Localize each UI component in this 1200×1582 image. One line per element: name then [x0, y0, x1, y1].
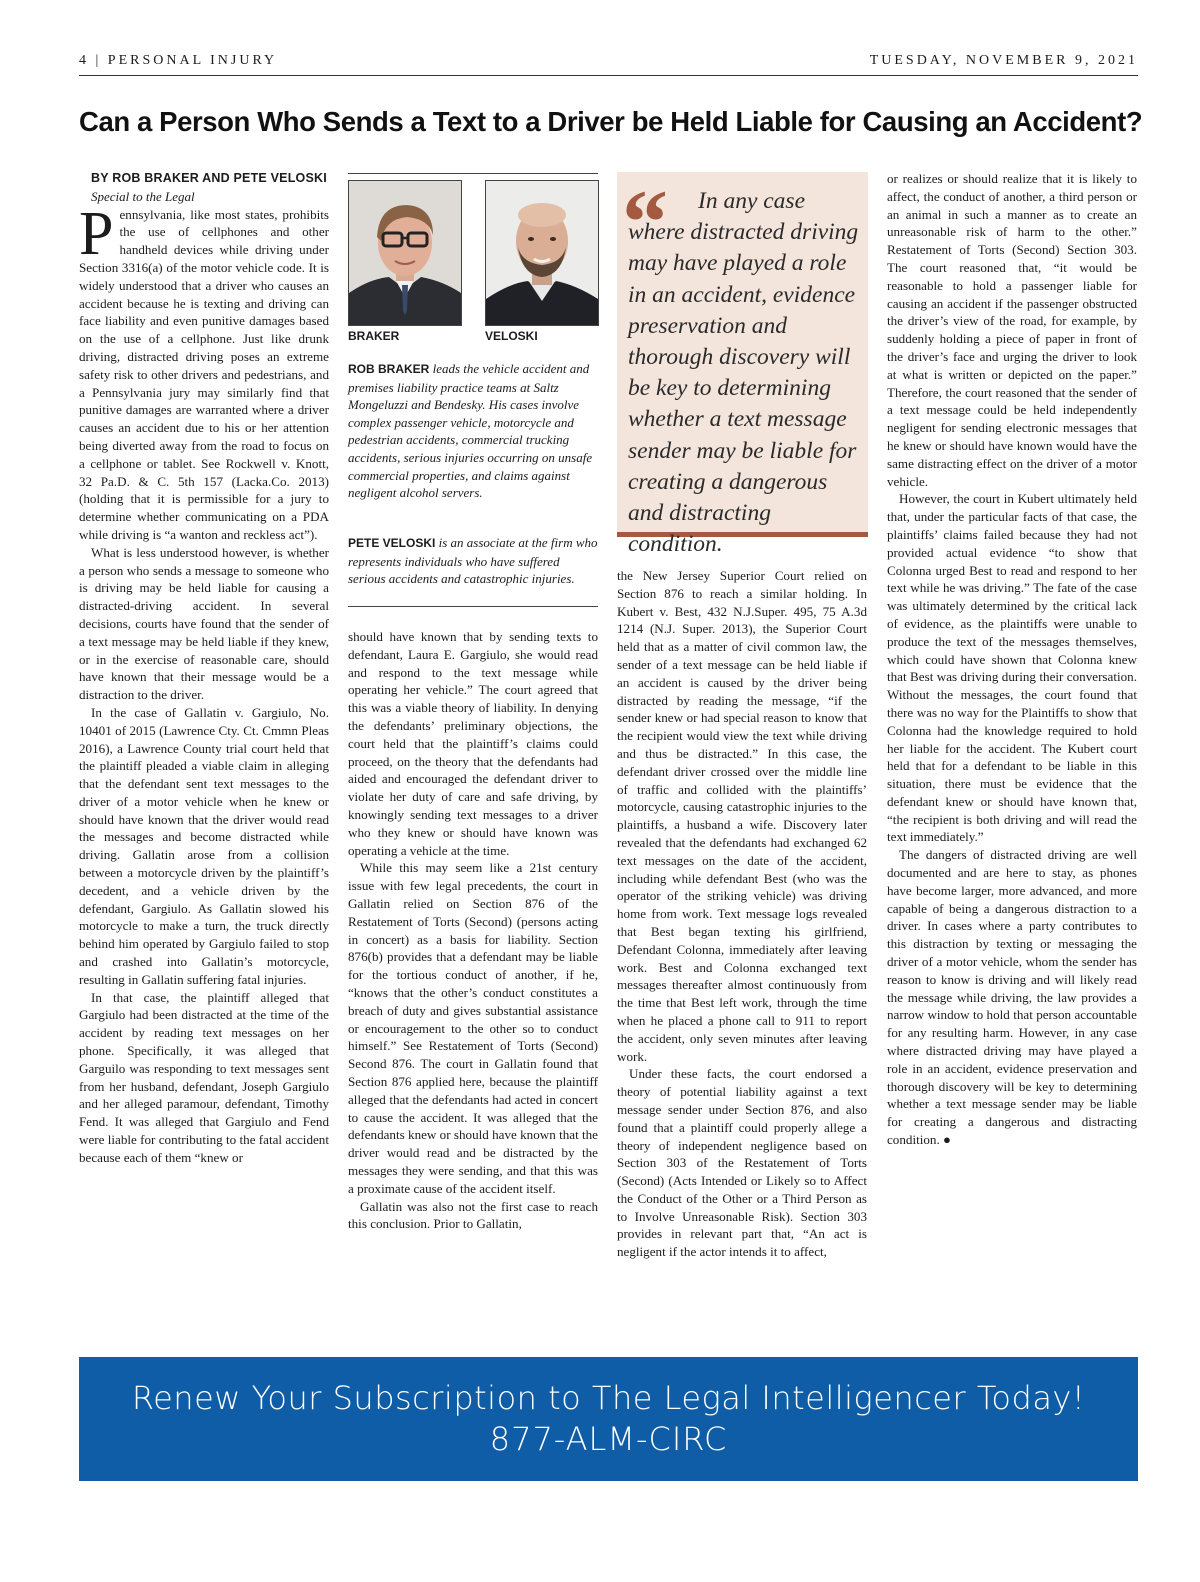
photo-top-rule	[348, 173, 598, 174]
author-photo-veloski	[485, 180, 599, 326]
photo-caption-veloski: VELOSKI	[485, 329, 538, 343]
banner-headline: Renew Your Subscription to The Legal Intelligencer Today!	[131, 1379, 1086, 1417]
article-paragraph: Pennsylvania, like most states, prohibits the use of cellphones and other handheld devices while driving under Section 3316(a) of the motor vehicle code. It is widely understood that a driver who causes an accident because he is texting and driving can face liability and even punitive damages based on the use of a cellphone. Just like drunk driving, distracted driving poses an extreme safety risk to other drivers and pedestrians, and a Pennsylvania jury may similarly find that punitive damages are warranted where a driver causes an accident due to his or her attention being diverted away from the road to focus on a cellphone or tablet. See Rockwell v. Knott, 32 Pa.D. & C. 5th 157 (Lacka.Co. 2013) (holding that it is permissible for a jury to determine whether communicating on a PDA while driving is “a wanton and reckless act”).	[79, 199, 329, 542]
bio-bottom-rule	[348, 606, 598, 607]
article-paragraph: In the case of Gallatin v. Gargiulo, No. 10401 of 2015 (Lawrence Cty. Ct. Cmmn Pleas 2016), a Lawrence County trial court held that the plaintiff pleaded a viable claim in alleging that the defendant sent text messages to the driver of a motor vehicle when he knew or should have known that the driver would read the messages and become distracted while driving. Gallatin arose from a collision between a motorcycle driven by the plaintiff’s decedent, and a vehicle driven by the defendant, Gargiulo. As Gallatin slowed his motorcycle to make a turn, the truck directly behind him operated by Gargiulo failed to stop and crashed into Gallatin’s motorcycle, resulting in Gallatin suffering fatal injuries.	[79, 704, 329, 987]
bio-name: ROB BRAKER	[348, 362, 430, 376]
article-paragraph: Gallatin was also not the first case to reach this conclusion. Prior to Gallatin,	[348, 1198, 598, 1232]
running-head	[79, 53, 1138, 73]
header-divider	[79, 75, 1138, 76]
page-section-label: 4 | PERSONAL INJURY	[79, 53, 278, 68]
article-paragraph: or realizes or should realize that it is likely to affect, the conduct of another, a third person or an animal in such a manner as to create an unreasonable risk of harm to the other.” Restatement of Torts (Second) Section 303. The court reasoned that, “it would be reasonable to hold a passenger liable for causing an accident if the passenger obstructed the driver’s view of the road, for example, by suddenly holding a piece of paper in front of the driver’s face and urging the driver to look at what is written or depicted on the paper.” Therefore, the court reasoned that the sender of a text message could be held independently negligent for sending electronic messages that he knew or should have known would have the same distracting effect on the driver of a motor vehicle.	[887, 171, 1137, 489]
article-column-1	[79, 170, 329, 1167]
article-paragraph: What is less understood however, is whether a person who sends a message to someone who is driving may be held liable for causing a distracted-driving accident. In several decisions, courts have found that the sender of a text message may be held liable if they knew, or in the exercise of reasonable care, should have known that their message would be a distraction to the driver.	[79, 544, 329, 703]
article-headline: Can a Person Who Sends a Text to a Driver be Held Liable for Causing an Accident?	[79, 106, 1143, 137]
issue-date: TUESDAY, NOVEMBER 9, 2021	[869, 53, 1138, 68]
article-paragraph: the New Jersey Superior Court relied on Section 876 to reach a similar holding. In Kubert v. Best, 432 N.J.Super. 495, 75 A.3d 1214 (N.J. Super. 2013), the Superior Court held that as a matter of civil common law, the sender of a text message can be held liable if an accident is caused by the driver being distracted by reading the message, “if the sender knew or had special reason to know that the recipient would view the text while driving and thus be distracted.” In this case, the defendant driver crossed over the middle line of traffic and collided with the plaintiffs’ motorcycle, causing catastrophic injuries to the plaintiffs, a husband a wife. Discovery later revealed that the defendants had exchanged 62 text messages on the date of the accident, including while defendant Best (who was the operator of the striking vehicle) was driving home from work. Text message logs revealed that Best began texting his girlfriend, Defendant Colonna, immediately after leaving work. Best and Colonna exchanged text messages thereafter almost continuously from the time that Best left work, through the time when he placed a phone call to 911 to report the accident, only seven minutes after leaving work.	[617, 568, 867, 1064]
article-column-2	[348, 628, 598, 1233]
pull-quote-text: In any case where distracted driving may have played a role in an accident, evidence preservation and thorough discovery will be key to determining whether a text message sender may be liable for creating a dangerous and distracting condition.	[628, 188, 859, 558]
quote-mark-icon: “	[622, 171, 668, 273]
author-bio-braker	[348, 360, 598, 502]
article-paragraph: However, the court in Kubert ultimately held that, under the particular facts of that case, the plaintiffs’ claims failed because they had not provided actual evidence “to show that Colonna urged Best to read and respond to her text while he was driving.” The fate of the case was ultimately determined by the critical lack of evidence, as the plaintiffs were unable to produce the text of the messages themselves, which could have shown that Colonna knew that Best was driving during their conversation. Without the messages, the court found that there was no way for the Plaintiffs to show that Colonna had the knowledge required to hold her liable for the accident. The Kubert court held that for a defendant to be liable in this situation, there must be evidence that the defendant knew or should have known that, “the recipient is both driving and will read the text immediately.”	[887, 491, 1137, 845]
article-column-4	[887, 170, 1137, 1149]
article-paragraph: While this may seem like a 21st century issue with few legal precedents, the court in Gallatin relied on Section 876 of the Restatement of Torts (Second) (persons acting in concert) as a basis for liability. Section 876(b) provides that a defendant may be liable for the tortious conduct of another, if he, “knows that the other’s conduct constitutes a breach of duty and gives substantial assistance or encouragement to the other so to conduct himself.” See Restatement of Torts (Second) Second 876. The court in Gallatin found that Section 876 applied here, because the plaintiff alleged that the defendants had acted in concert to cause the accident. It was alleged that the defendants knew or should have known that the driver would read and be distracted by the messages they were sending, and that this was a proximate cause of the accident itself.	[348, 860, 598, 1196]
photo-caption-braker: BRAKER	[348, 329, 400, 343]
byline: BY ROB BRAKER AND PETE VELOSKI	[91, 171, 327, 185]
subscription-banner[interactable]	[79, 1357, 1138, 1481]
bio-name: PETE VELOSKI	[348, 536, 436, 550]
article-paragraph: Under these facts, the court endorsed a theory of potential liability against a text message sender under Section 876, and also found that a plaintiff could properly allege a theory of independent negligence based on Section 303 of the Restatement of Torts (Second) (Acts Intended or Likely so to Affect the Conduct of the Other or a Third Person as to Involve Unreasonable Risk). Section 303 provides in relevant part that, “An act is negligent if the actor intends it to affect,	[617, 1066, 867, 1260]
author-bio-veloski	[348, 534, 598, 588]
article-paragraph: In that case, the plaintiff alleged that Gargiulo had been distracted at the time of the accident by reading text messages on her phone. Specifically, it was alleged that Garguilo was responding to text messages sent from her husband, defendant, Joseph Gargiulo and her alleged paramour, defendant, Timothy Fend. It was alleged that Gargiulo and Fend were liable for contributing to the fatal accident because each of them “knew or	[79, 989, 329, 1165]
bio-text: leads the vehicle accident and premises liability practice teams at Saltz Mongeluzzi and Bendesky. His cases involve complex passenger vehicle, motorcycle and pedestrian accidents, commercial trucking accidents, serious injuries occurring on unsafe commercial properties, and claims against negligent alcohol servers.	[348, 361, 593, 501]
article-column-3	[617, 567, 867, 1261]
banner-phone: 877-ALM-CIRC	[489, 1420, 728, 1458]
author-photo-braker	[348, 180, 462, 326]
drop-cap: P	[79, 199, 114, 268]
article-paragraph: The dangers of distracted driving are well documented and are here to stay, as phones have become larger, more advanced, and more capable of being a dangerous distraction to a driver. In cases where a party contributes to this distraction by texting or messaging the driver of a motor vehicle, whom the sender has reason to know is driving and will likely read the message while driving, the law provides a narrow window to hold that person accountable for any resulting harm. However, in any case where distracted driving may have played a role in an accident, evidence preservation and thorough discovery will be key to determining whether a text message sender may be liable for creating a dangerous and distracting condition. ●	[887, 847, 1137, 1148]
bio-text: is an associate at the firm who represents individuals who have suffered serious accidents and catastrophic injuries.	[348, 535, 598, 587]
byline-subtitle: Special to the Legal	[91, 188, 195, 204]
article-paragraph: should have known that by sending texts to defendant, Laura E. Gargiulo, she would read and respond to the text message while operating her vehicle.” The court agreed that this was a viable theory of liability. In denying the defendants’ preliminary objections, the court held that the plaintiff’s claims could proceed, on the theory that the defendants had aided and encouraged the defendant driver to violate her duty of care and safe driving, by knowingly sending text messages to a driver who they knew or should have known was operating a vehicle at the time.	[348, 629, 598, 858]
